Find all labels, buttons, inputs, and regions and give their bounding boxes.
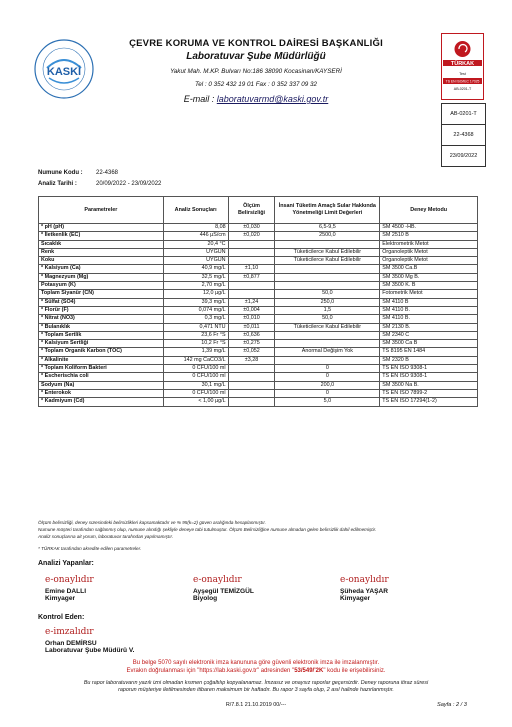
table-row: [39, 331, 478, 339]
col-limits: İnsani Tüketim Amaçlı Sular Hakkında Yönetmeliği Limit Değerleri: [275, 197, 380, 224]
copy-notice-1: Bu rapor laboratuvarın yazılı izni olmadan kısmen çoğaltılıp kopyalanamaz. İmzasız ve onaysız raporlar geçersizdir. Deney raporuna itiraz süresi: [83, 680, 429, 686]
accreditation-code: AB-0201-T: [442, 104, 485, 125]
parameter-cell: * Kalsiyum (Ca): [39, 265, 164, 273]
sample-code-row: Numune Kodu : 22-4368: [38, 170, 119, 176]
table-row: [39, 298, 478, 306]
method-cell: SM 4110 B: [380, 298, 478, 306]
method-cell: TS EN ISO 9308-1: [380, 373, 478, 381]
analyst-name: Emine DALLI: [45, 588, 87, 595]
uncertainty-cell: ±0,052: [228, 348, 275, 356]
report-date: 23/09/2022: [449, 153, 478, 159]
svg-text:TS EN ISO/IEC 17025: TS EN ISO/IEC 17025: [445, 79, 480, 84]
method-cell: Elektrometrik Metot: [380, 240, 478, 248]
table-row: [39, 232, 478, 240]
limit-cell: 50,0: [275, 290, 380, 298]
method-cell: SM 2130 B.: [380, 323, 478, 331]
parameter-cell: Sodyum (Na): [39, 381, 164, 389]
parameter-cell: * Bulanıklık: [39, 323, 164, 331]
report-number: 22-4368: [442, 125, 485, 146]
limit-cell: [275, 273, 380, 281]
note-accredited: * TÜRKAK tarafından akredite edilen parametreler.: [38, 546, 142, 551]
result-cell: 20,4 °C: [163, 240, 228, 248]
parameter-cell: Potasyum (K): [39, 282, 164, 290]
limit-cell: Tüketicilerce Kabul Edilebilir: [275, 323, 380, 331]
result-cell: UYGUN: [163, 257, 228, 265]
uncertainty-cell: ±0,020: [228, 232, 275, 240]
method-cell: SM 3500 Ca.B: [380, 265, 478, 273]
uncertainty-cell: ±0,010: [228, 315, 275, 323]
parameter-cell: * Escherischia coli: [39, 373, 164, 381]
verification-code[interactable]: 53/549/'2K: [294, 668, 324, 674]
parameter-cell: * Alkalinite: [39, 356, 164, 364]
verification-notice: Evrakın doğrulanması için "https://lab.kaski.gov.tr" adresinden "53/549/'2K" kodu ile erişebilirsiniz.: [126, 668, 386, 674]
limit-cell: [275, 340, 380, 348]
logo-text: KASKİ: [46, 66, 82, 78]
limit-cell: 0: [275, 365, 380, 373]
table-row: [39, 257, 478, 265]
result-cell: 23,6 Fr °S: [163, 331, 228, 339]
uncertainty-cell: [228, 282, 275, 290]
uncertainty-cell: [228, 240, 275, 248]
analysis-date: 20/09/2022 - 23/09/2022: [96, 181, 162, 187]
department-title: ÇEVRE KORUMA VE KONTROL DAİRESİ BAŞKANLIĞI: [129, 38, 383, 49]
uncertainty-cell: [228, 257, 275, 265]
analysis-date-row: Analiz Tarihi : 20/09/2022 - 23/09/2022: [38, 181, 162, 187]
limit-cell: [275, 265, 380, 273]
uncertainty-cell: ±0,275: [228, 340, 275, 348]
parameter-cell: Toplam Siyanür (CN): [39, 290, 164, 298]
e-approval-stamp: e-onaylıdır: [193, 575, 242, 585]
uncertainty-cell: [228, 389, 275, 397]
parameter-cell: * İletkenlik (EC): [39, 232, 164, 240]
analysts-title: Analizi Yapanlar:: [38, 560, 94, 567]
method-cell: SM 3500 Mg B.: [380, 273, 478, 281]
note-sampling: Numune müşteri tarafından sağlanmış olup, numune alındığı şekliyle deneye tabi tutulmuştur. Ölçüm Belirsizliğine numune almadan gelen belirsizlik dahil edilmemiştir.: [38, 527, 377, 532]
e-signed-stamp: e-imzalıdır: [45, 627, 94, 637]
parameter-cell: Sıcaklık: [39, 240, 164, 248]
result-cell: 0,3 mg/L: [163, 315, 228, 323]
uncertainty-cell: ±0,030: [228, 224, 275, 232]
col-uncertainty: Ölçüm Belirsizliği: [228, 197, 275, 224]
parameter-cell: * Magnezyum (Mg): [39, 273, 164, 281]
result-cell: 8,08: [163, 224, 228, 232]
uncertainty-cell: ±0,011: [228, 323, 275, 331]
uncertainty-cell: ±1,10: [228, 265, 275, 273]
parameter-cell: * pH (pH): [39, 224, 164, 232]
limit-cell: Tüketicilerce Kabul Edilebilir: [275, 257, 380, 265]
table-row: [39, 381, 478, 389]
uncertainty-cell: [228, 373, 275, 381]
limit-cell: [275, 282, 380, 290]
parameter-cell: * Sülfat (SO4): [39, 298, 164, 306]
result-cell: 32,5 mg/L: [163, 273, 228, 281]
method-cell: TS EN ISO 7899-2: [380, 389, 478, 397]
method-cell: TS EN ISO 9308-1: [380, 365, 478, 373]
table-row: [39, 373, 478, 381]
table-row: [39, 290, 478, 298]
method-cell: SM 4500 -HB.: [380, 224, 478, 232]
method-cell: Organoleptik Metot: [380, 257, 478, 265]
parameter-cell: * Nitrat (NO3): [39, 315, 164, 323]
e-approval-stamp: e-onaylıdır: [340, 575, 389, 585]
method-cell: SM 2340 C: [380, 331, 478, 339]
phone-fax: Tel : 0 352 432 19 01 Fax : 0 352 337 09 32: [195, 81, 317, 88]
analyst-name: Ayşegül TEMİZGÜL: [193, 588, 254, 595]
result-cell: 446 µS/cm: [163, 232, 228, 240]
results-table: [38, 196, 478, 407]
result-cell: 0,074 mg/L: [163, 306, 228, 314]
result-cell: UYGUN: [163, 248, 228, 256]
uncertainty-cell: ±0,636: [228, 331, 275, 339]
table-row: [39, 224, 478, 232]
limit-cell: Tüketicilerce Kabul Edilebilir: [275, 248, 380, 256]
controller: [45, 640, 135, 654]
limit-cell: 5,0: [275, 398, 380, 406]
e-signature-notice: Bu belge 5070 sayılı elektronik imza kanununa göre güvenli elektronik imza ile imzalanmıştır.: [132, 660, 380, 666]
analyst-role: Biyolog: [193, 595, 218, 602]
parameter-cell: * Toplam Organik Karbon (TOC): [39, 348, 164, 356]
result-cell: 10,2 Fr °S: [163, 340, 228, 348]
table-row: [39, 282, 478, 290]
limit-cell: 250,0: [275, 298, 380, 306]
table-header-row: [39, 197, 478, 224]
method-cell: SM 4110 B.: [380, 306, 478, 314]
uncertainty-cell: [228, 290, 275, 298]
table-row: [39, 340, 478, 348]
table-row: [39, 315, 478, 323]
method-cell: TS 8195 EN 1484: [380, 348, 478, 356]
method-cell: SM 3500 Na B.: [380, 381, 478, 389]
uncertainty-cell: ±1,24: [228, 298, 275, 306]
limit-cell: [275, 331, 380, 339]
uncertainty-cell: ±0,877: [228, 273, 275, 281]
result-cell: 0 CFU/100 ml: [163, 389, 228, 397]
limit-cell: 1,5: [275, 306, 380, 314]
uncertainty-cell: [228, 398, 275, 406]
col-results: Analiz Sonuçları: [163, 197, 228, 224]
parameter-cell: Renk: [39, 248, 164, 256]
document-id-box: [441, 103, 486, 167]
uncertainty-cell: [228, 365, 275, 373]
controller-role: Laboratuvar Şube Müdürü V.: [45, 647, 135, 654]
turkak-accreditation-mark: [441, 33, 484, 100]
limit-cell: 200,0: [275, 381, 380, 389]
result-cell: 40,9 mg/L: [163, 265, 228, 273]
result-cell: 1,39 mg/L: [163, 348, 228, 356]
limit-cell: 0: [275, 389, 380, 397]
copy-notice-2: raporun müşteriye iletilmesinden itibaren maksimum bir haftadır. Bu rapor 3 sayfa olup, 2 asıl halinde hazırlanmıştır.: [118, 687, 394, 693]
e-approval-stamp: e-onaylıdır: [45, 575, 94, 585]
control-title: Kontrol Eden:: [38, 614, 85, 621]
unit-subtitle: Laboratuvar Şube Müdürlüğü: [186, 51, 326, 62]
turkak-brand: TÜRKAK: [450, 61, 475, 67]
method-cell: TS EN ISO 17294(1-2): [380, 398, 478, 406]
note-interpretation: Analiz sonuçlarına ait yorum, laboratuvar tarafından yapılmamıştır.: [38, 534, 174, 539]
parameter-cell: * Toplam Koliform Bakteri: [39, 365, 164, 373]
method-cell: SM 3500 Ca B: [380, 340, 478, 348]
col-method: Deney Metodu: [380, 197, 478, 224]
result-cell: 0 CFU/100 ml: [163, 365, 228, 373]
email-line: E-mail : laboratuvarmd@kaski.gov.tr: [183, 94, 329, 104]
table-row: [39, 389, 478, 397]
analyst-1: [45, 588, 86, 602]
table-row: [39, 265, 478, 273]
method-cell: SM 4110 B.: [380, 315, 478, 323]
analyst-3: [340, 588, 388, 602]
parameter-cell: * Florür (F): [39, 306, 164, 314]
parameter-cell: Koku: [39, 257, 164, 265]
table-row: [39, 306, 478, 314]
method-cell: SM 2320 B: [380, 356, 478, 364]
analyst-role: Kimyager: [340, 595, 371, 602]
table-row: [39, 240, 478, 248]
result-cell: 39,3 mg/L: [163, 298, 228, 306]
table-row: [39, 248, 478, 256]
email-link[interactable]: laboratuvarmd@kaski.gov.tr: [216, 94, 329, 104]
method-cell: Organoleptik Metot: [380, 248, 478, 256]
uncertainty-cell: [228, 248, 275, 256]
result-cell: 0 CFU/100 ml: [163, 373, 228, 381]
limit-cell: 0: [275, 373, 380, 381]
col-parameters: Parametreler: [39, 197, 164, 224]
analyst-role: Kimyager: [45, 595, 76, 602]
limit-cell: Anormal Değişim Yok: [275, 348, 380, 356]
parameter-cell: * Kalsiyum Sertliği: [39, 340, 164, 348]
limit-cell: 6,5-9,5: [275, 224, 380, 232]
analyst-name: Şüheda YAŞAR: [340, 588, 389, 595]
table-row: [39, 365, 478, 373]
result-cell: 2,70 mg/L: [163, 282, 228, 290]
analyst-2: [193, 588, 254, 602]
method-cell: SM 2510 B: [380, 232, 478, 240]
uncertainty-cell: [228, 381, 275, 389]
revision-code: R/7.8.1 21.10.2019 00/---: [225, 702, 287, 708]
result-cell: 0,471 NTU: [163, 323, 228, 331]
address: Yakut Mah. M.KP. Bulvarı No:186 38090 Kocasinan/KAYSERİ: [170, 68, 342, 75]
method-cell: SM 3500 K. B: [380, 282, 478, 290]
result-cell: < 1,00 µg/L: [163, 398, 228, 406]
limit-cell: [275, 356, 380, 364]
parameter-cell: * Enterokok: [39, 389, 164, 397]
limit-cell: [275, 240, 380, 248]
table-row: [39, 398, 478, 406]
uncertainty-cell: ±0,004: [228, 306, 275, 314]
controller-name: Orhan DEMİRSU: [45, 640, 97, 647]
svg-text:AB-0201-T: AB-0201-T: [453, 87, 472, 91]
uncertainty-cell: ±3,28: [228, 356, 275, 364]
result-cell: 12,0 µg/L: [163, 290, 228, 298]
result-cell: 142 mg CaCO3/L: [163, 356, 228, 364]
table-row: [39, 323, 478, 331]
table-row: [39, 348, 478, 356]
parameter-cell: * Toplam Sertlik: [39, 331, 164, 339]
method-cell: Fotometrik Metot: [380, 290, 478, 298]
parameter-cell: * Kadmiyum (Cd): [39, 398, 164, 406]
table-row: [39, 273, 478, 281]
svg-text:Test: Test: [459, 72, 466, 76]
page-number: Sayfa : 2 / 3: [437, 702, 467, 708]
note-uncertainty: Ölçüm belirsizliği, deney süresindeki belirsizlikleri kapsamaktadır ve % 95(k=2) güven aralığında hesaplanmıştır.: [38, 520, 266, 525]
table-row: [39, 356, 478, 364]
limit-cell: 2500,0: [275, 232, 380, 240]
result-cell: 30,1 mg/L: [163, 381, 228, 389]
limit-cell: 50,0: [275, 315, 380, 323]
sample-code: 22-4368: [96, 170, 119, 176]
